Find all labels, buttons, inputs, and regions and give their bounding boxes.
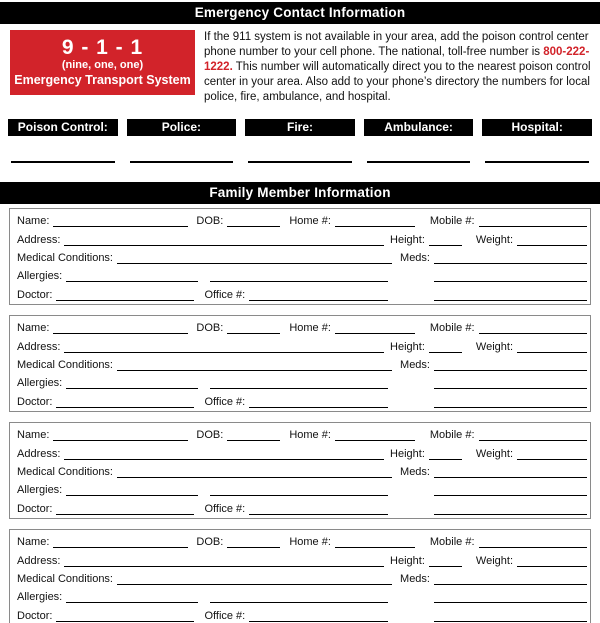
address-label: Address: xyxy=(17,233,61,246)
poison-control-phone-number: 800-222-1222. xyxy=(204,46,590,73)
hospital-blank-line xyxy=(485,161,589,163)
emergency-contacts-row xyxy=(8,119,592,136)
call-911-box xyxy=(10,30,195,95)
meds-extra-blank-line-2 xyxy=(434,396,587,408)
instructions-text-after: This number will automatically direct you to the nearest poison control center in your area. Also add to your phone’s directory the numbers for local police, fire, ambulance, and hospital. xyxy=(204,61,591,103)
name-label: Name: xyxy=(17,322,50,335)
name-blank-line xyxy=(53,536,188,548)
office-phone-blank-line xyxy=(249,610,388,622)
medical-conditions-label: Medical Conditions: xyxy=(17,465,113,478)
address-blank-line xyxy=(64,555,384,567)
contact-label-fire: Fire: xyxy=(245,119,355,136)
member-row-doctor xyxy=(17,500,587,518)
fire-blank-line xyxy=(248,161,352,163)
mobile-phone-blank-line xyxy=(479,322,587,334)
call-911-subtitle: Emergency Transport System xyxy=(14,72,191,87)
medical-conditions-label: Medical Conditions: xyxy=(17,251,113,264)
meds-extra-blank-line-2 xyxy=(434,610,587,622)
member-row-doctor xyxy=(17,607,587,623)
address-blank-line xyxy=(64,448,384,460)
medical-conditions-label: Medical Conditions: xyxy=(17,572,113,585)
allergies-extra-blank-line xyxy=(210,591,388,603)
height-blank-line xyxy=(429,448,462,460)
member-row-address xyxy=(17,551,587,569)
member-row-allergies xyxy=(17,374,587,392)
home-phone-blank-line xyxy=(335,536,415,548)
office-phone-label: Office #: xyxy=(204,288,246,301)
height-blank-line xyxy=(429,234,462,246)
home-phone-label: Home #: xyxy=(289,429,331,442)
medical-conditions-blank-line xyxy=(117,252,392,264)
name-blank-line xyxy=(53,215,188,227)
home-phone-label: Home #: xyxy=(289,536,331,549)
office-phone-blank-line xyxy=(249,396,388,408)
weight-blank-line xyxy=(517,341,587,353)
allergies-extra-blank-line xyxy=(210,484,388,496)
home-phone-blank-line xyxy=(335,322,415,334)
allergies-label: Allergies: xyxy=(17,270,63,283)
doctor-blank-line xyxy=(56,289,194,301)
dob-blank-line xyxy=(227,322,280,334)
family-member-card xyxy=(9,529,591,623)
address-blank-line xyxy=(64,341,384,353)
allergies-blank-line xyxy=(66,270,198,282)
meds-blank-line xyxy=(434,466,587,478)
height-label: Height: xyxy=(390,340,425,353)
doctor-blank-line xyxy=(56,396,194,408)
member-row-medical xyxy=(17,463,587,481)
home-phone-blank-line xyxy=(335,215,415,227)
name-label: Name: xyxy=(17,536,50,549)
doctor-label: Doctor: xyxy=(17,609,53,622)
name-blank-line xyxy=(53,322,188,334)
address-label: Address: xyxy=(17,554,61,567)
section-header-emergency-contact: Emergency Contact Information xyxy=(0,2,600,24)
doctor-label: Doctor: xyxy=(17,395,53,408)
member-row-identity xyxy=(17,212,587,230)
member-row-address xyxy=(17,230,587,248)
weight-label: Weight: xyxy=(475,447,513,460)
meds-label: Meds: xyxy=(400,358,430,371)
family-member-card xyxy=(9,315,591,412)
police-blank-line xyxy=(130,161,234,163)
medical-conditions-blank-line xyxy=(117,573,392,585)
weight-label: Weight: xyxy=(475,554,513,567)
weight-blank-line xyxy=(517,234,587,246)
name-blank-line xyxy=(53,429,188,441)
home-phone-label: Home #: xyxy=(289,322,331,335)
allergies-extra-blank-line xyxy=(210,270,388,282)
dob-label: DOB: xyxy=(196,322,224,335)
dob-blank-line xyxy=(227,429,280,441)
dob-label: DOB: xyxy=(196,536,224,549)
weight-blank-line xyxy=(517,448,587,460)
mobile-phone-label: Mobile #: xyxy=(429,429,475,442)
mobile-phone-label: Mobile #: xyxy=(429,536,475,549)
family-member-card xyxy=(9,422,591,519)
meds-blank-line xyxy=(434,359,587,371)
allergies-extra-blank-line xyxy=(210,377,388,389)
member-row-doctor xyxy=(17,286,587,304)
section-header-family-members: Family Member Information xyxy=(0,182,600,204)
member-row-medical xyxy=(17,249,587,267)
medical-conditions-blank-line xyxy=(117,359,392,371)
medical-conditions-label: Medical Conditions: xyxy=(17,358,113,371)
family-member-card xyxy=(9,208,591,305)
doctor-label: Doctor: xyxy=(17,502,53,515)
member-row-medical xyxy=(17,570,587,588)
weight-label: Weight: xyxy=(475,340,513,353)
member-row-address xyxy=(17,337,587,355)
address-label: Address: xyxy=(17,340,61,353)
weight-blank-line xyxy=(517,555,587,567)
height-blank-line xyxy=(429,555,462,567)
office-phone-label: Office #: xyxy=(204,609,246,622)
dob-label: DOB: xyxy=(196,429,224,442)
meds-extra-blank-line xyxy=(434,377,587,389)
home-phone-label: Home #: xyxy=(289,215,331,228)
contact-label-police: Police: xyxy=(127,119,237,136)
weight-label: Weight: xyxy=(475,233,513,246)
member-row-allergies xyxy=(17,481,587,499)
allergies-label: Allergies: xyxy=(17,591,63,604)
ambulance-blank-line xyxy=(367,161,471,163)
meds-extra-blank-line xyxy=(434,591,587,603)
allergies-blank-line xyxy=(66,377,198,389)
emergency-contacts-blank-lines xyxy=(8,161,592,163)
contact-label-hospital: Hospital: xyxy=(482,119,592,136)
member-row-identity xyxy=(17,319,587,337)
height-label: Height: xyxy=(390,554,425,567)
contact-label-ambulance: Ambulance: xyxy=(364,119,474,136)
office-phone-blank-line xyxy=(249,289,388,301)
contact-label-poison-control: Poison Control: xyxy=(8,119,118,136)
allergies-blank-line xyxy=(66,591,198,603)
dob-blank-line xyxy=(227,215,280,227)
meds-label: Meds: xyxy=(400,572,430,585)
office-phone-label: Office #: xyxy=(204,502,246,515)
doctor-blank-line xyxy=(56,610,194,622)
mobile-phone-blank-line xyxy=(479,429,587,441)
meds-extra-blank-line xyxy=(434,484,587,496)
mobile-phone-blank-line xyxy=(479,215,587,227)
member-row-identity xyxy=(17,426,587,444)
poison-control-blank-line xyxy=(11,161,115,163)
address-blank-line xyxy=(64,234,384,246)
medical-conditions-blank-line xyxy=(117,466,392,478)
doctor-label: Doctor: xyxy=(17,288,53,301)
doctor-blank-line xyxy=(56,503,194,515)
member-row-allergies xyxy=(17,588,587,606)
dob-blank-line xyxy=(227,536,280,548)
allergies-blank-line xyxy=(66,484,198,496)
member-row-allergies xyxy=(17,267,587,285)
office-phone-blank-line xyxy=(249,503,388,515)
dob-label: DOB: xyxy=(196,215,224,228)
instructions-text-before: If the 911 system is not available in your area, add the poison control center phone number to your cell phone. The national, toll-free number is xyxy=(204,31,589,58)
meds-extra-blank-line-2 xyxy=(434,503,587,515)
meds-label: Meds: xyxy=(400,251,430,264)
family-members-list xyxy=(9,208,591,623)
allergies-label: Allergies: xyxy=(17,377,63,390)
home-phone-blank-line xyxy=(335,429,415,441)
member-row-address xyxy=(17,444,587,462)
name-label: Name: xyxy=(17,215,50,228)
name-label: Name: xyxy=(17,429,50,442)
member-row-doctor xyxy=(17,393,587,411)
allergies-label: Allergies: xyxy=(17,484,63,497)
address-label: Address: xyxy=(17,447,61,460)
member-row-medical xyxy=(17,356,587,374)
intro-section xyxy=(10,30,595,104)
meds-extra-blank-line xyxy=(434,270,587,282)
call-911-phonetic: (nine, one, one) xyxy=(61,59,144,72)
mobile-phone-label: Mobile #: xyxy=(429,215,475,228)
meds-label: Meds: xyxy=(400,465,430,478)
meds-blank-line xyxy=(434,573,587,585)
office-phone-label: Office #: xyxy=(204,395,246,408)
height-label: Height: xyxy=(390,447,425,460)
meds-extra-blank-line-2 xyxy=(434,289,587,301)
meds-blank-line xyxy=(434,252,587,264)
mobile-phone-blank-line xyxy=(479,536,587,548)
poison-control-instructions xyxy=(204,30,595,104)
height-blank-line xyxy=(429,341,462,353)
member-row-identity xyxy=(17,533,587,551)
height-label: Height: xyxy=(390,233,425,246)
mobile-phone-label: Mobile #: xyxy=(429,322,475,335)
call-911-number: 9 - 1 - 1 xyxy=(61,36,144,60)
